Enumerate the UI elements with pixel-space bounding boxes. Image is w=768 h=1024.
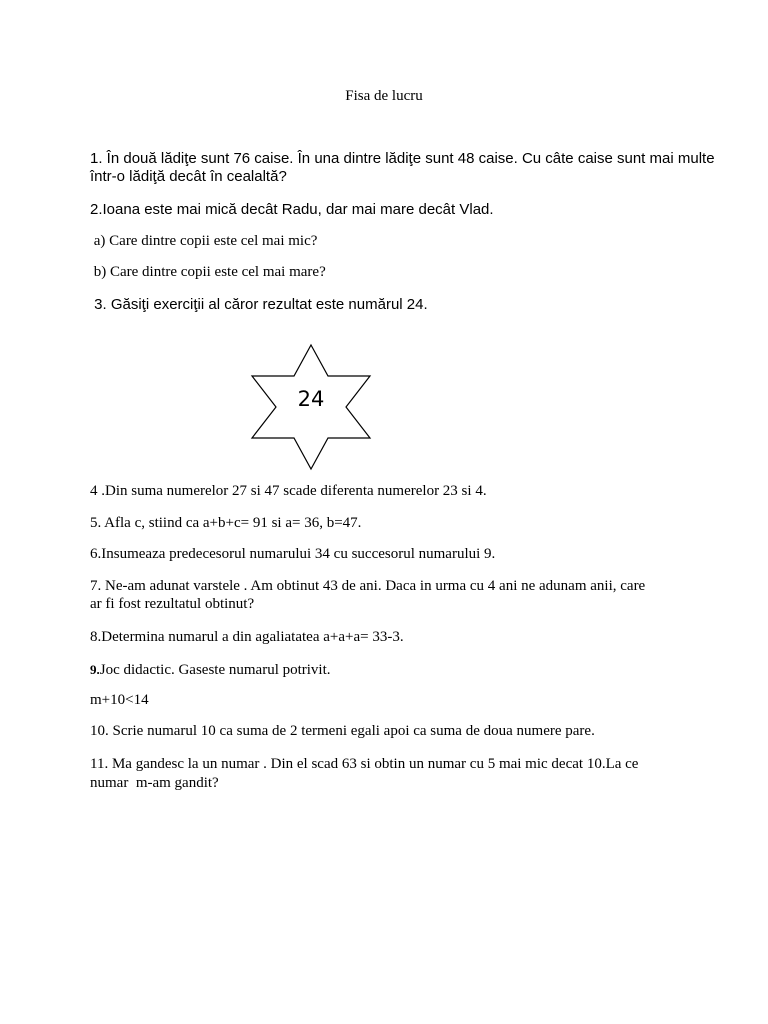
question-9 (90, 660, 690, 680)
question-1-line-2: într-o lădiţă decât în cealaltă? (90, 168, 287, 185)
question-7-line-1: 7. Ne-am adunat varstele . Am obtinut 43 de ani. Daca in urma cu 4 ani ne adunam anii, care (90, 578, 646, 594)
question-1-line-1: 1. În două lădiţe sunt 76 caise. În una dintre lădiţe sunt 48 caise. Cu câte caise sunt mai multe (90, 150, 715, 167)
question-9-number: 9. (90, 662, 100, 677)
question-5: 5. Afla c, stiind ca a+b+c= 91 si a= 36, b=47. (90, 515, 362, 531)
question-10: 10. Scrie numarul 10 ca suma de 2 termeni egali apoi ca suma de doua numere pare. (90, 723, 595, 739)
question-2: 2.Ioana este mai mică decât Radu, dar mai mare decât Vlad. (90, 201, 494, 218)
question-4: 4 .Din suma numerelor 27 si 47 scade diferenta numerelor 23 si 4. (90, 483, 487, 499)
question-7-line-2: ar fi fost rezultatul obtinut? (90, 596, 255, 612)
question-2a: a) Care dintre copii este cel mai mic? (90, 233, 318, 249)
question-11-line-2: numar m-am gandit? (90, 775, 219, 791)
page-title: Fisa de lucru (345, 88, 423, 104)
question-11-line-1: 11. Ma gandesc la un numar . Din el scad 63 si obtin un numar cu 5 mai mic decat 10.La ce (90, 756, 639, 772)
question-2b: b) Care dintre copii este cel mai mare? (90, 264, 326, 280)
question-9-text: Joc didactic. Gaseste numarul potrivit. (99, 662, 331, 678)
question-6: 6.Insumeaza predecesorul numarului 34 cu succesorul numarului 9. (90, 546, 496, 562)
question-3: 3. Găsiţi exerciţii al căror rezultat este numărul 24. (90, 296, 428, 313)
question-8: 8.Determina numarul a din agaliatatea a+a+a= 33-3. (90, 629, 404, 645)
star-shape (248, 343, 374, 471)
question-9-expression: m+10<14 (90, 692, 149, 708)
star-number: 24 (297, 387, 325, 411)
